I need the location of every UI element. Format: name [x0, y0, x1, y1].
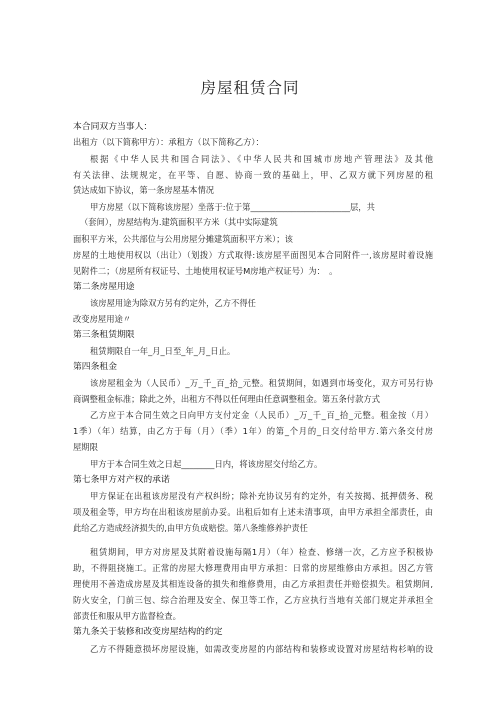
article-1-line-5: 见附件二；（房屋所有权证号、土地使用权证号M房地产权证号）为： 。 — [73, 266, 338, 276]
article-1-heading: 赁达成如下协议，第一条房屋基本情况 — [73, 185, 215, 195]
article-2-heading: 第二条房屋用途 — [73, 282, 135, 292]
article-4-line-1: 该房屋租金为（人民币）_万_千_百_拾_元整。租赁期间，如遇到市场变化，双方可另行协 — [90, 378, 433, 388]
article-1-line-4: 房屋的土地使用权以（出让）（划拨）方式取得:该房屋平面图见本合同附件一,该房屋时着设施 — [73, 250, 433, 260]
article-8-line-1: 租赁期间，甲方对房屋及其附着设施每隔1月）（年）检查、修缮一次，乙方应予积极协 — [90, 547, 433, 557]
article-5-line-2: 1季）（年）结算，由乙方于每（月）（季）1年）的第_个月的_日交付给甲方.第六条交付房 — [73, 426, 433, 436]
article-3-line-1: 租赁期限自一年_月_日至_年_月_日止。 — [90, 346, 236, 356]
lessor-lessee-line: 出租方（以下简称甲方）：承租方（以下简称乙方）： — [73, 137, 264, 147]
article-7-line-2: 项及租金等，甲方均在出租该房屋前办妥。出租后如有上述未清事项，由甲方承担全部责任，由 — [73, 507, 433, 517]
preamble-line-1: 根据《中华人民共和国合同法》、《中华人民共和国城市房地产管理法》及其他 — [90, 154, 433, 164]
article-1-line-2: （套间），房屋结构为.建筑面积平方米（其中实际建筑 — [80, 217, 278, 227]
article-7-heading: 第七条甲方对产权的承诺 — [73, 475, 170, 485]
article-5-line-1: 乙方应于本合同生效之日向甲方支付定金（人民币）_万_千_百_拾_元整。租金按（月） — [90, 410, 433, 420]
article-8-line-3: 理使用不善造成房屋及其相连设备的损失和维修费用，由乙方承担责任并赔偿损失。租赁期间, — [73, 579, 433, 589]
article-8-line-4: 防火安全，门前三包、综合治理及安全、保卫等工作，乙方应执行当地有关部门规定并承担全 — [73, 595, 433, 605]
document-title: 房屋租赁合同 — [200, 79, 300, 97]
article-9-line-1: 乙方不得随意损坏房屋设施，如需改变房屋的内部结构和装修或设置对房屋结构杉响的设 — [90, 644, 433, 654]
article-8-line-2: 助，不得阻挠施工。正常的房屋大修理费用由甲方承担：日常的房屋维修由方承担。因乙方管 — [73, 563, 433, 573]
article-3-heading: 第三条租赁期限 — [73, 330, 135, 340]
article-6-heading-cont: 屋期限 — [73, 442, 98, 452]
article-4-heading: 第四条租金 — [73, 362, 117, 372]
preamble-line-2: 有关法律、法规规定，在平等、自愿、协商一致的基础上，甲、乙双方就下列房屋的租 — [73, 170, 433, 180]
article-8-line-5: 部责任和服从甲方监督检查。 — [73, 611, 181, 621]
article-6-line-1: 甲方于本合同生效之日起________日内，将该房屋交付给乙方。 — [90, 459, 323, 469]
article-7-line-1: 甲方保证在出租该房屋没有产权纠纷；除补充协议另有约定外，有关按揭、抵押债务、税 — [90, 491, 433, 501]
article-7-line-3: 此给乙方造成经济损失的,由甲方负成赔偿。第八条维修养护责任 — [73, 523, 308, 533]
article-2-line-2: 改变房屋用途〃 — [73, 314, 132, 324]
article-1-line-1: 甲方房屋（以下简称该房屋）坐落于:位于第________________________层，共 — [90, 202, 375, 212]
parties-heading: 本合同双方当事人： — [73, 122, 153, 132]
article-1-line-3: 面积平方米，公共部位与公用房屋分摊建筑面积平方米）；该 — [73, 234, 293, 244]
article-4-line-2: 商调整租金标准；除此之外，出租方不得以任何理由任意调整租金。第五条付款方式 — [73, 394, 380, 404]
article-2-line-1: 该房屋用途为除双方另有约定外，乙方不得任 — [90, 298, 256, 308]
article-9-heading: 第九条关于装修和改变房屋结构的约定 — [73, 627, 223, 637]
